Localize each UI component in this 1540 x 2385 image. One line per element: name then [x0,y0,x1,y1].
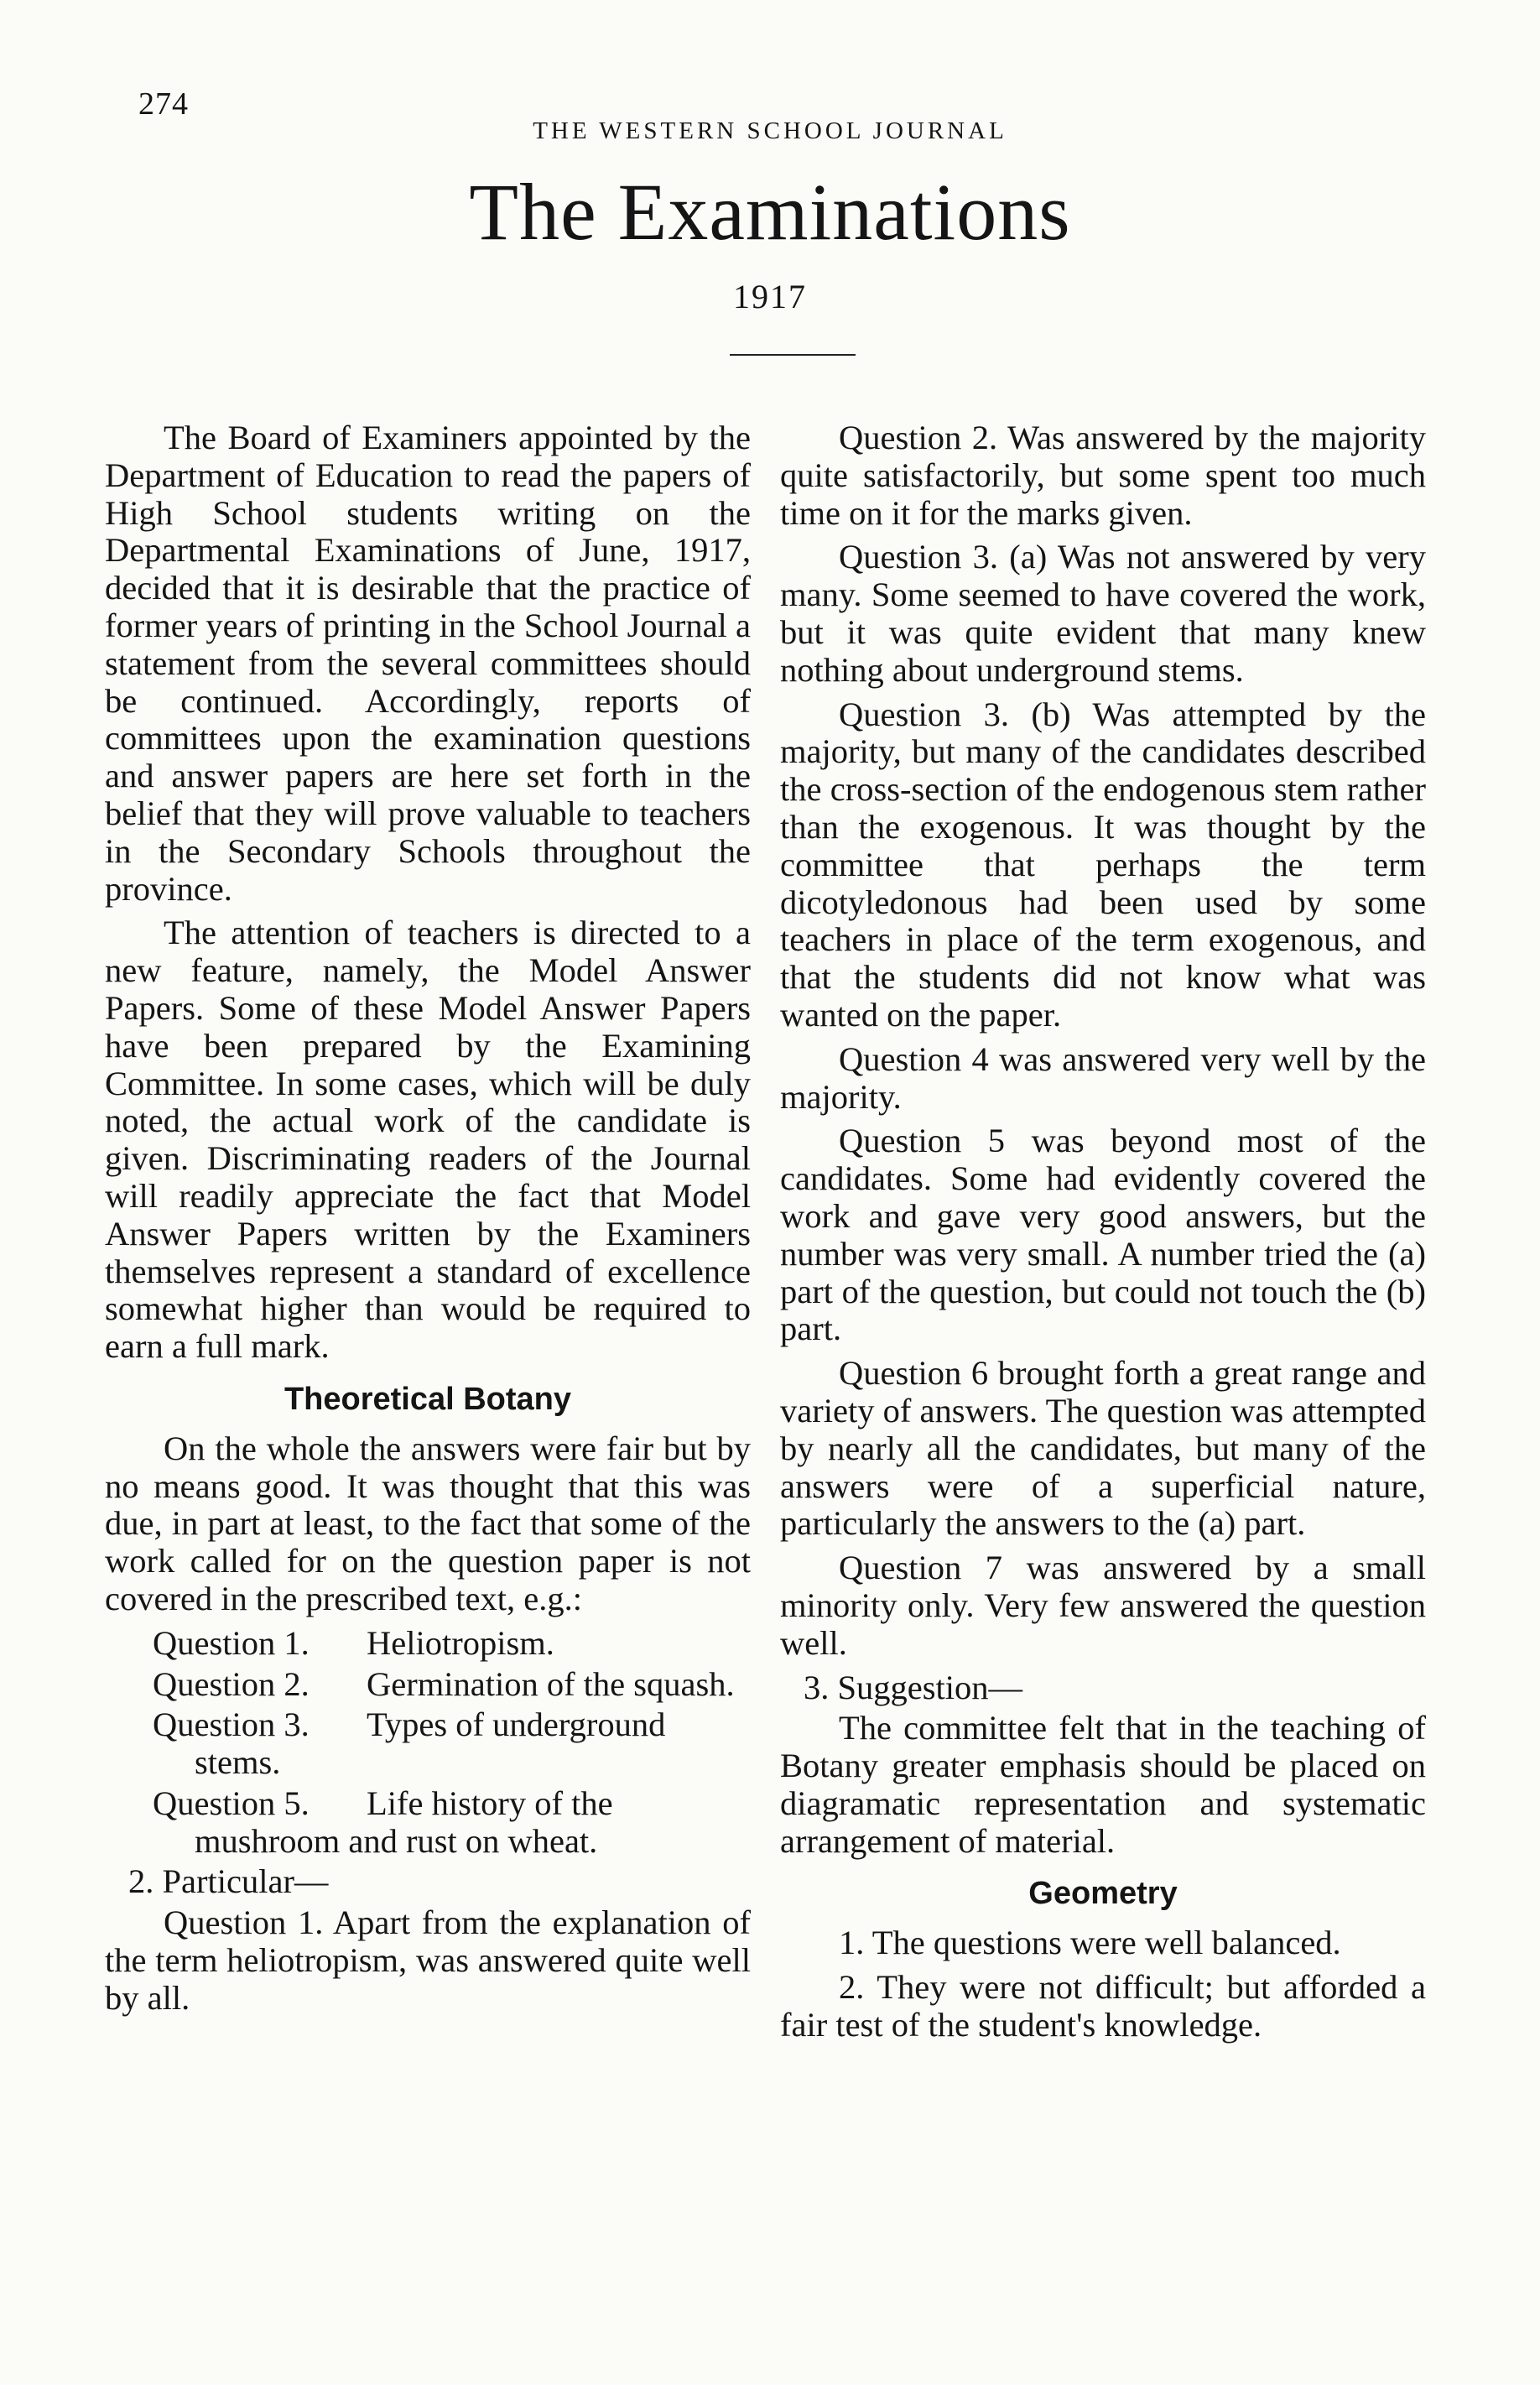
question-3a-report: Question 3. (a) Was not answered by very many. Some seemed to have covered the work, but it was quite evident that many knew nothing about underground stems. [780,538,1426,689]
running-head: THE WESTERN SCHOOL JOURNAL [533,117,1007,144]
botany-intro-paragraph: On the whole the answers were fair but by no means good. It was thought that this was due, in part at least, to the fact that some of the work called for on the question paper is not covered in the prescribed text, e.g.: [105,1429,751,1617]
botany-question-item [105,1785,751,1861]
question-topic: Life history of the mushroom and rust on wheat. [195,1784,613,1860]
section-heading-botany: Theoretical Botany [284,1381,572,1417]
right-column [780,419,1426,2051]
geometry-point-1: 1. The questions were well balanced. [839,1924,1341,1962]
question-number: Question 3. [153,1705,310,1744]
left-column [105,419,751,2024]
question-topic: Heliotropism. [367,1623,554,1662]
question-number: Question 1. [153,1623,310,1662]
question-7-report: Question 7 was answered by a small minority only. Very few answered the question well. [780,1549,1426,1662]
question-6-report: Question 6 brought forth a great range and variety of answers. The question was attempted by nearly all the candidates, but many of the answers were of a superficial nature, particularly the answers to the (a) part. [780,1354,1426,1543]
particular-heading: 2. Particular— [128,1862,329,1901]
question-topic: Types of underground stems. [195,1705,666,1782]
title-year: 1917 [733,278,807,315]
geometry-point-2: 2. They were not difficult; but afforded a fair test of the student's knowledge. [780,1968,1426,2044]
suggestion-paragraph: The committee felt that in the teaching of Botany greater emphasis should be placed on diagramatic representation and systematic arrangement of material. [780,1709,1426,1860]
intro-paragraph-1: The Board of Examiners appointed by the Department of Education to read the papers of High School students writing on the Departmental Examinations of June, 1917, decided that it is desirable that the practice of former years of printing in the School Journal a statement from the several committees should be continued. Accordingly, reports of committees upon the examination questions and answer papers are here set forth in the belief that they will prove valuable to teachers in the Secondary Schools throughout the province. [105,419,751,908]
section-heading-geometry: Geometry [1028,1876,1178,1912]
intro-paragraph-2: The attention of teachers is directed to a new feature, namely, the Model Answer Papers. Some of these Model Answer Papers have been prepared by the Examining Committee. In some cases, which will be duly noted, the actual work of the candidate is given. Discriminating readers of the Journal will readily appreciate the fact that Model Answer Papers written by the Examiners themselves represent a standard of excellence somewhat higher than would be required to earn a full mark. [105,914,751,1366]
question-5-report: Question 5 was beyond most of the candidates. Some had evidently covered the work and gave very good answers, but the number was very small. A number tried the (a) part of the question, but could not touch the (b) part. [780,1122,1426,1348]
question-number: Question 5. [153,1784,310,1822]
suggestion-heading: 3. Suggestion— [804,1668,1023,1706]
particular-question-1: Question 1. Apart from the explanation of the term heliotropism, was answered quite well by all. [105,1903,751,2017]
page-number: 274 [138,86,189,122]
question-number: Question 2. [153,1664,310,1703]
question-topic: Germination of the squash. [367,1664,735,1703]
botany-question-item [105,1666,751,1704]
botany-question-item [105,1625,751,1663]
question-4-report: Question 4 was answered very well by the majority. [780,1039,1426,1116]
question-2-report: Question 2. Was answered by the majority quite satisfactorily, but some spent too much time on it for the marks given. [780,419,1426,532]
title-rule [730,354,856,356]
question-3b-report: Question 3. (b) Was attempted by the majority, but many of the candidates described the cross-section of the endogenous stem rather than the exogenous. It was thought by the committee that perhaps the term dicotyledonous had been used by some teachers in place of the term exogenous, and that the students did not know what was wanted on the paper. [780,695,1426,1034]
page-title: The Examinations [469,167,1071,257]
botany-question-item [105,1706,751,1782]
